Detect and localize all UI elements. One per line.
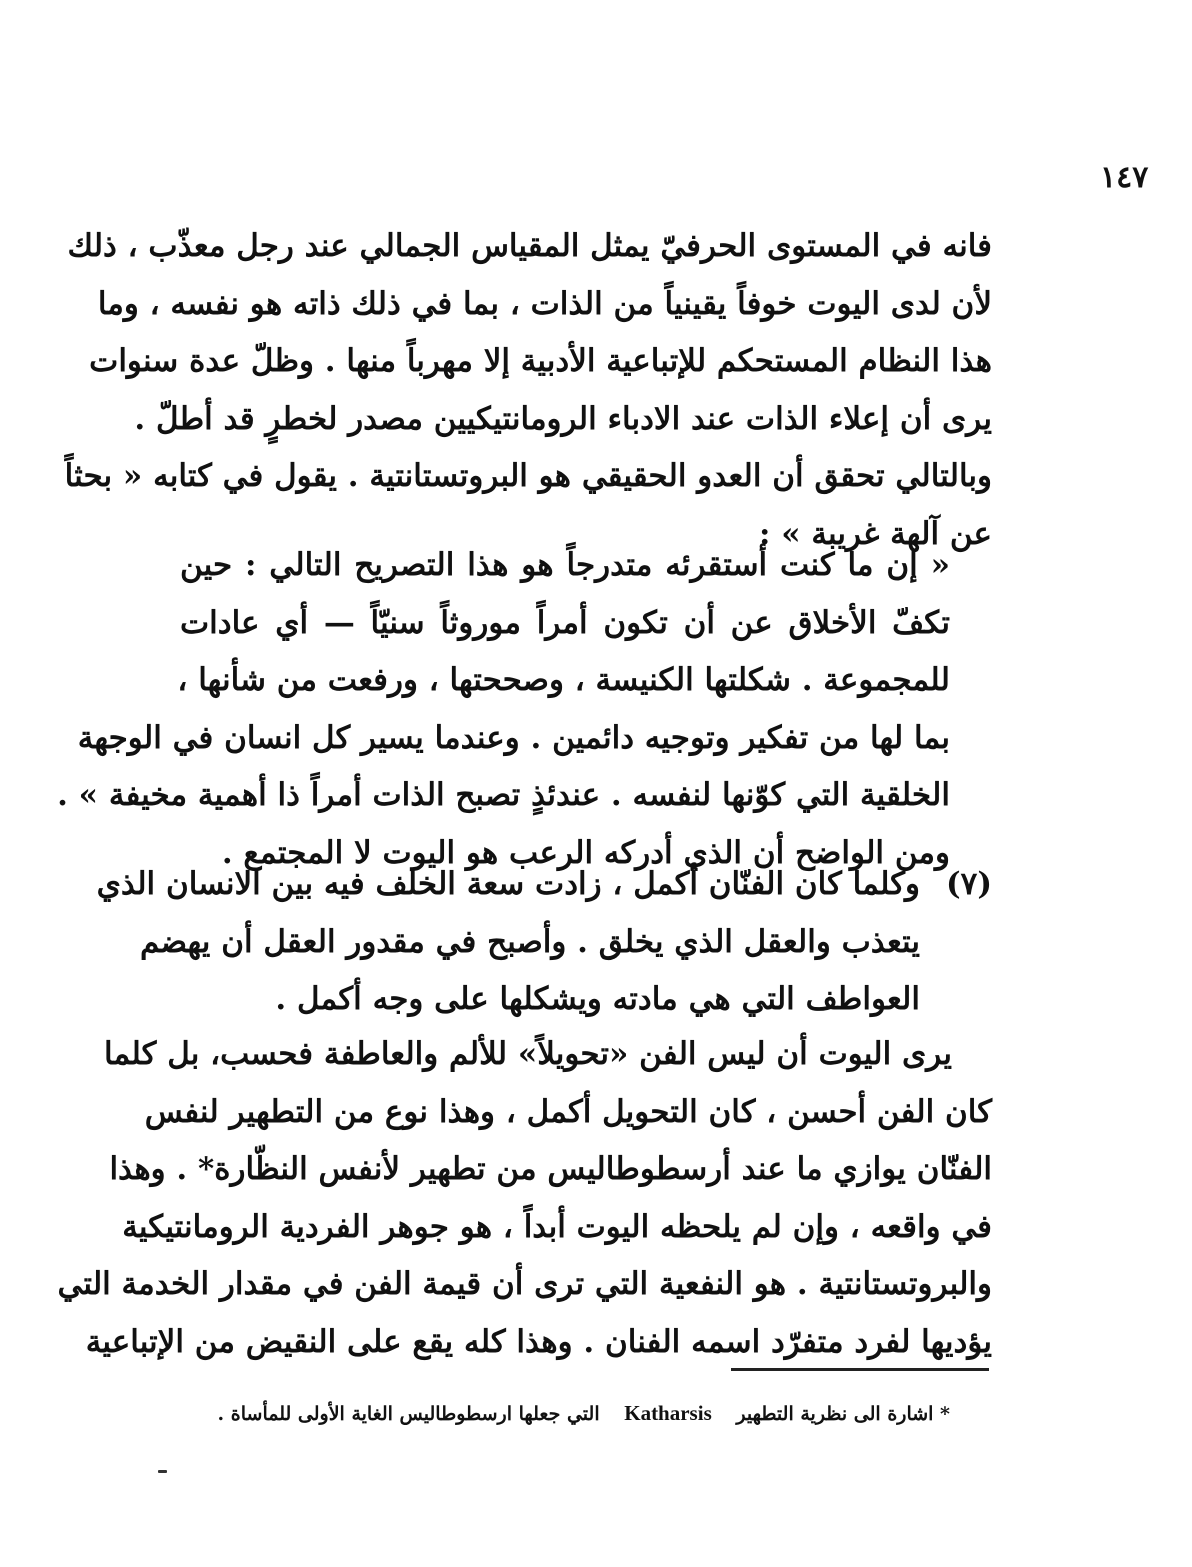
paragraph-line: يؤديها لفرد متفرّد اسمه الفنان . وهذا كله يقع على النقيض من الإتباعية bbox=[85, 1323, 992, 1360]
quote-line: للمجموعة . شكلتها الكنيسة ، وصححتها ، ورفعت من شأنها ، bbox=[177, 662, 950, 698]
paragraph-line: لأن لدى اليوت خوفاً يقينياً من الذات ، بما في ذلك ذاته هو نفسه ، وما bbox=[97, 285, 992, 322]
footnote-separator bbox=[731, 1368, 989, 1371]
quote-line: « إن ما كنت أستقرئه متدرجاً هو هذا التصريح التالي : حين bbox=[180, 547, 950, 583]
paragraph-line: فانه في المستوى الحرفيّ يمثل المقياس الجمالي عند رجل معذّب ، ذلك bbox=[67, 228, 992, 264]
quote-line: ومن الواضح أن الذي أدركه الرعب هو اليوت لا المجتمع . bbox=[221, 834, 950, 871]
paragraph-line: كان الفن أحسن ، كان التحويل أكمل ، وهذا نوع من التطهير لنفس bbox=[144, 1093, 992, 1130]
footnote bbox=[180, 1393, 950, 1434]
footnote-latin-term: Katharsis bbox=[624, 1401, 712, 1425]
paragraph-line: الفنّان يوازي ما عند أرسطوطاليس من تطهير لأنفس النظّارة* . وهذا bbox=[109, 1151, 992, 1187]
quote-line: بما لها من تفكير وتوجيه دائمين . وعندما يسير كل انسان في الوجهة bbox=[77, 719, 950, 756]
quote-line: الخلقية التي كوّنها لنفسه . عندئذٍ تصبح الذات أمراً ذا أهمية مخيفة » . bbox=[57, 777, 950, 813]
note-line: وكلما كان الفنّان أكمل ، زادت سعة الخلف فيه بين الانسان الذي bbox=[96, 866, 920, 902]
block-quote bbox=[57, 537, 950, 882]
paragraph-line: عن آلهة غريبة » : bbox=[759, 515, 992, 552]
print-speck bbox=[158, 1470, 167, 1473]
paragraph-line: والبروتستانتية . هو النفعية التي ترى أن قيمة الفن في مقدار الخدمة التي bbox=[57, 1266, 992, 1302]
body-paragraph-1 bbox=[64, 218, 992, 563]
note-body bbox=[96, 856, 920, 1029]
paragraph-line: هذا النظام المستحكم للإتباعية الأدبية إلا مهرباً منها . وظلّ عدة سنوات bbox=[89, 343, 992, 379]
note-line: العواطف التي هي مادته ويشكلها على وجه أكمل . bbox=[275, 981, 920, 1017]
footnote-text-start: * اشارة الى نظرية التطهير bbox=[736, 1403, 950, 1425]
note-number: (٧) bbox=[946, 866, 992, 902]
footnote-text-end: التي جعلها ارسطوطاليس الغاية الأولى للمأساة . bbox=[217, 1403, 600, 1425]
body-paragraph-2 bbox=[57, 1026, 992, 1371]
page-number: ١٤٧ bbox=[1100, 160, 1149, 195]
quote-line: تكفّ الأخلاق عن أن تكون أمراً موروثاً سنيّاً — أي عادات bbox=[180, 604, 950, 641]
paragraph-line: يرى اليوت أن ليس الفن «تحويلاً» للألم والعاطفة فحسب، بل كلما bbox=[104, 1036, 952, 1072]
paragraph-line: وبالتالي تحقق أن العدو الحقيقي هو البروتستانتية . يقول في كتابه « بحثاً bbox=[64, 458, 992, 494]
paragraph-line: يرى أن إعلاء الذات عند الادباء الرومانتيكيين مصدر لخطرٍ قد أطلّ . bbox=[134, 400, 992, 437]
paragraph-line: في واقعه ، وإن لم يلحظه اليوت أبداً ، هو جوهر الفردية الرومانتيكية bbox=[122, 1208, 992, 1245]
note-line: يتعذب والعقل الذي يخلق . وأصبح في مقدور العقل أن يهضم bbox=[139, 923, 920, 960]
numbered-note-7 bbox=[96, 856, 992, 1029]
